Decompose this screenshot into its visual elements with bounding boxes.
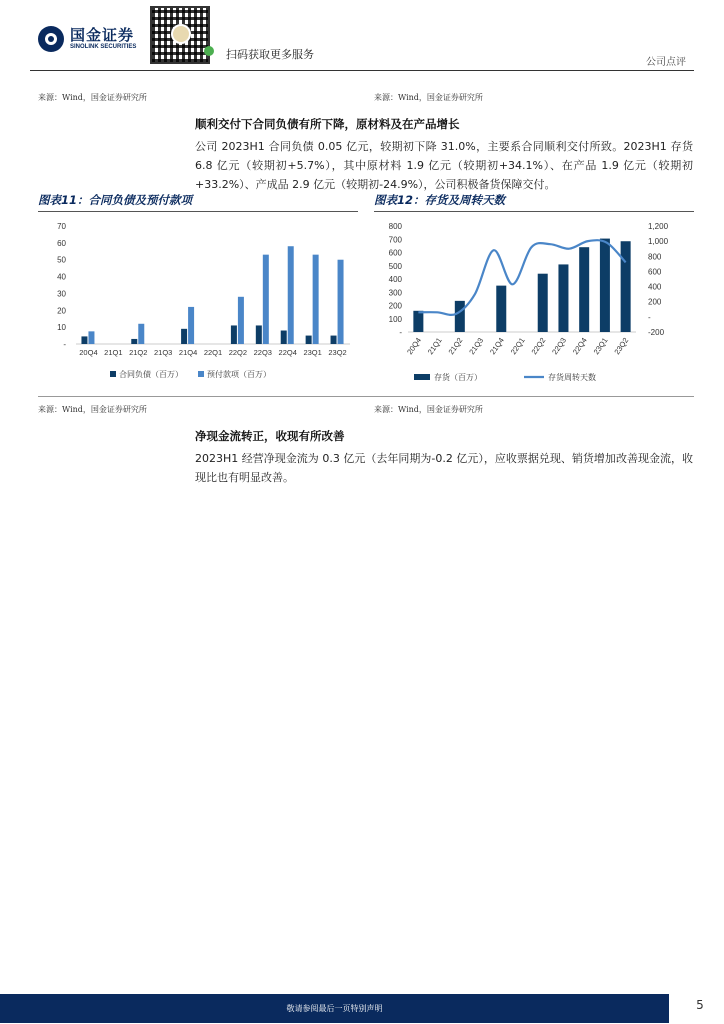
x-tick-label: 21Q1 xyxy=(425,335,444,357)
page-header xyxy=(0,0,724,70)
y-tick-label: 20 xyxy=(57,306,66,316)
chart12-title-rule xyxy=(374,211,694,212)
x-tick-label: 21Q2 xyxy=(446,335,465,357)
legend-label: 合同负债（百万） xyxy=(119,370,183,379)
y-left-tick-label: 800 xyxy=(388,222,402,231)
bar-prepayments xyxy=(188,307,194,344)
bar-contract-liabilities xyxy=(81,336,87,344)
y-left-tick-label: - xyxy=(399,328,402,337)
scan-prompt: 扫码获取更多服务 xyxy=(226,48,314,61)
bar-prepayments xyxy=(313,255,319,344)
x-tick-label: 21Q4 xyxy=(178,348,198,357)
bar-contract-liabilities xyxy=(331,336,337,344)
y-tick-label: 70 xyxy=(57,222,66,231)
page-number: 5 xyxy=(696,998,704,1012)
bar-inventory xyxy=(413,311,423,332)
bar-inventory xyxy=(579,247,589,332)
charts-bottom-rule xyxy=(38,396,694,397)
x-tick-label: 22Q4 xyxy=(278,348,297,357)
x-tick-label: 22Q3 xyxy=(253,348,272,357)
source-note-mid-right: 来源：Wind，国金证券研究所 xyxy=(374,405,483,414)
x-tick-label: 23Q1 xyxy=(303,348,322,357)
sinolink-logo xyxy=(38,26,136,52)
bar-contract-liabilities xyxy=(131,339,137,344)
x-tick-label: 22Q2 xyxy=(529,335,548,357)
chart11-title-rule xyxy=(38,211,358,212)
y-tick-label: 40 xyxy=(57,272,66,282)
y-left-tick-label: 200 xyxy=(388,301,402,311)
y-tick-label: 30 xyxy=(57,289,66,299)
bar-inventory xyxy=(558,264,568,332)
bar-contract-liabilities xyxy=(306,336,312,344)
bar-inventory xyxy=(496,286,506,332)
y-tick-label: 60 xyxy=(57,238,66,248)
line-turnover-days xyxy=(418,240,625,315)
legend-swatch xyxy=(110,371,116,377)
y-right-tick-label: 1,200 xyxy=(648,222,669,231)
x-tick-label: 21Q3 xyxy=(467,335,486,357)
bar-prepayments xyxy=(338,260,344,344)
y-right-tick-label: - xyxy=(648,312,651,322)
y-right-tick-label: 1,000 xyxy=(648,237,669,247)
legend-label: 预付款项（百万） xyxy=(207,370,271,379)
legend-label: 存货（百万） xyxy=(434,373,482,382)
x-tick-label: 21Q2 xyxy=(129,348,148,357)
x-tick-label: 20Q4 xyxy=(79,348,98,357)
qr-center-logo xyxy=(171,24,191,44)
bar-inventory xyxy=(621,241,631,332)
bar-prepayments xyxy=(288,246,294,344)
paragraph-cash-flow: 2023H1 经营净现金流为 0.3 亿元（去年同期为-0.2 亿元），应收票据兑现、销货增加改善现金流，收现比也有明显改善。 xyxy=(195,452,693,484)
y-left-tick-label: 700 xyxy=(388,235,402,245)
bar-prepayments xyxy=(88,331,94,344)
bar-contract-liabilities xyxy=(281,331,287,344)
logo-icon xyxy=(38,26,64,52)
legend-swatch xyxy=(198,371,204,377)
chart11-svg xyxy=(38,214,358,390)
y-left-tick-label: 300 xyxy=(388,288,402,298)
logo-cn-text: 国金证券 xyxy=(70,26,135,44)
section-title-contract-liabilities: 顺利交付下合同负债有所下降，原材料及在产品增长 xyxy=(195,117,460,131)
bar-contract-liabilities xyxy=(181,329,187,344)
y-right-tick-label: 200 xyxy=(648,297,662,307)
legend-label: 存货周转天数 xyxy=(548,373,596,382)
paragraph-inventory: 公司 2023H1 合同负债 0.05 亿元，较期初下降 31.0%，主要系合同顺利交付所致。2023H1 存货 6.8 亿元（较期初+5.7%），其中原材料 1.9 亿元（较期初+34.1%）、在产品 1.9 亿元（较期初+33.2%）、产成品 2.9 亿元（较期初-24.9%），公司积极备货保障交付。 xyxy=(195,140,693,191)
header-divider xyxy=(30,70,694,71)
footer-disclaimer-link[interactable]: 敬请参阅最后一页特别声明 xyxy=(286,1004,383,1013)
y-left-tick-label: 500 xyxy=(388,261,402,271)
y-left-tick-label: 400 xyxy=(388,275,402,284)
source-note-top-left: 来源：Wind，国金证券研究所 xyxy=(38,93,147,102)
bar-contract-liabilities xyxy=(231,325,237,344)
x-tick-label: 22Q3 xyxy=(550,335,569,357)
source-note-mid-left: 来源：Wind，国金证券研究所 xyxy=(38,405,147,414)
y-right-tick-label: 800 xyxy=(648,252,662,262)
y-right-tick-label: 400 xyxy=(648,282,662,292)
y-tick-label: - xyxy=(63,340,66,349)
bar-inventory xyxy=(455,301,465,332)
x-tick-label: 21Q1 xyxy=(104,348,123,357)
bar-prepayments xyxy=(138,324,144,344)
x-tick-label: 22Q2 xyxy=(228,348,248,357)
x-tick-label: 23Q2 xyxy=(328,348,347,357)
bar-inventory xyxy=(600,239,610,332)
source-note-top-right: 来源：Wind，国金证券研究所 xyxy=(374,93,483,102)
y-right-tick-label: 600 xyxy=(648,267,662,277)
wechat-badge-icon xyxy=(204,46,214,56)
bar-prepayments xyxy=(238,297,244,344)
x-tick-label: 23Q2 xyxy=(612,335,631,357)
bar-prepayments xyxy=(263,255,269,344)
x-tick-label: 22Q1 xyxy=(508,335,527,357)
x-tick-label: 21Q4 xyxy=(488,335,506,357)
y-left-tick-label: 100 xyxy=(388,314,402,324)
y-right-tick-label: -200 xyxy=(648,328,665,337)
x-tick-label: 22Q4 xyxy=(570,335,589,357)
legend-swatch-inventory xyxy=(414,374,430,380)
document-type: 公司点评 xyxy=(646,57,686,68)
chart12-svg xyxy=(374,214,694,390)
x-tick-label: 23Q1 xyxy=(591,335,610,357)
x-tick-label: 20Q4 xyxy=(405,335,424,357)
bar-contract-liabilities xyxy=(256,325,262,344)
section-title-cash-flow: 净现金流转正，收现有所改善 xyxy=(195,429,345,443)
chart12-title: 图表12：存货及周转天数 xyxy=(374,193,506,207)
chart11-title: 图表11：合同负债及预付款项 xyxy=(38,193,193,207)
y-left-tick-label: 600 xyxy=(388,248,402,258)
y-tick-label: 50 xyxy=(57,255,66,265)
logo-en-text: SINOLINK SECURITIES xyxy=(70,44,137,50)
x-tick-label: 21Q3 xyxy=(154,348,173,357)
bar-inventory xyxy=(538,274,548,332)
y-tick-label: 10 xyxy=(57,323,66,333)
x-tick-label: 22Q1 xyxy=(203,348,223,357)
